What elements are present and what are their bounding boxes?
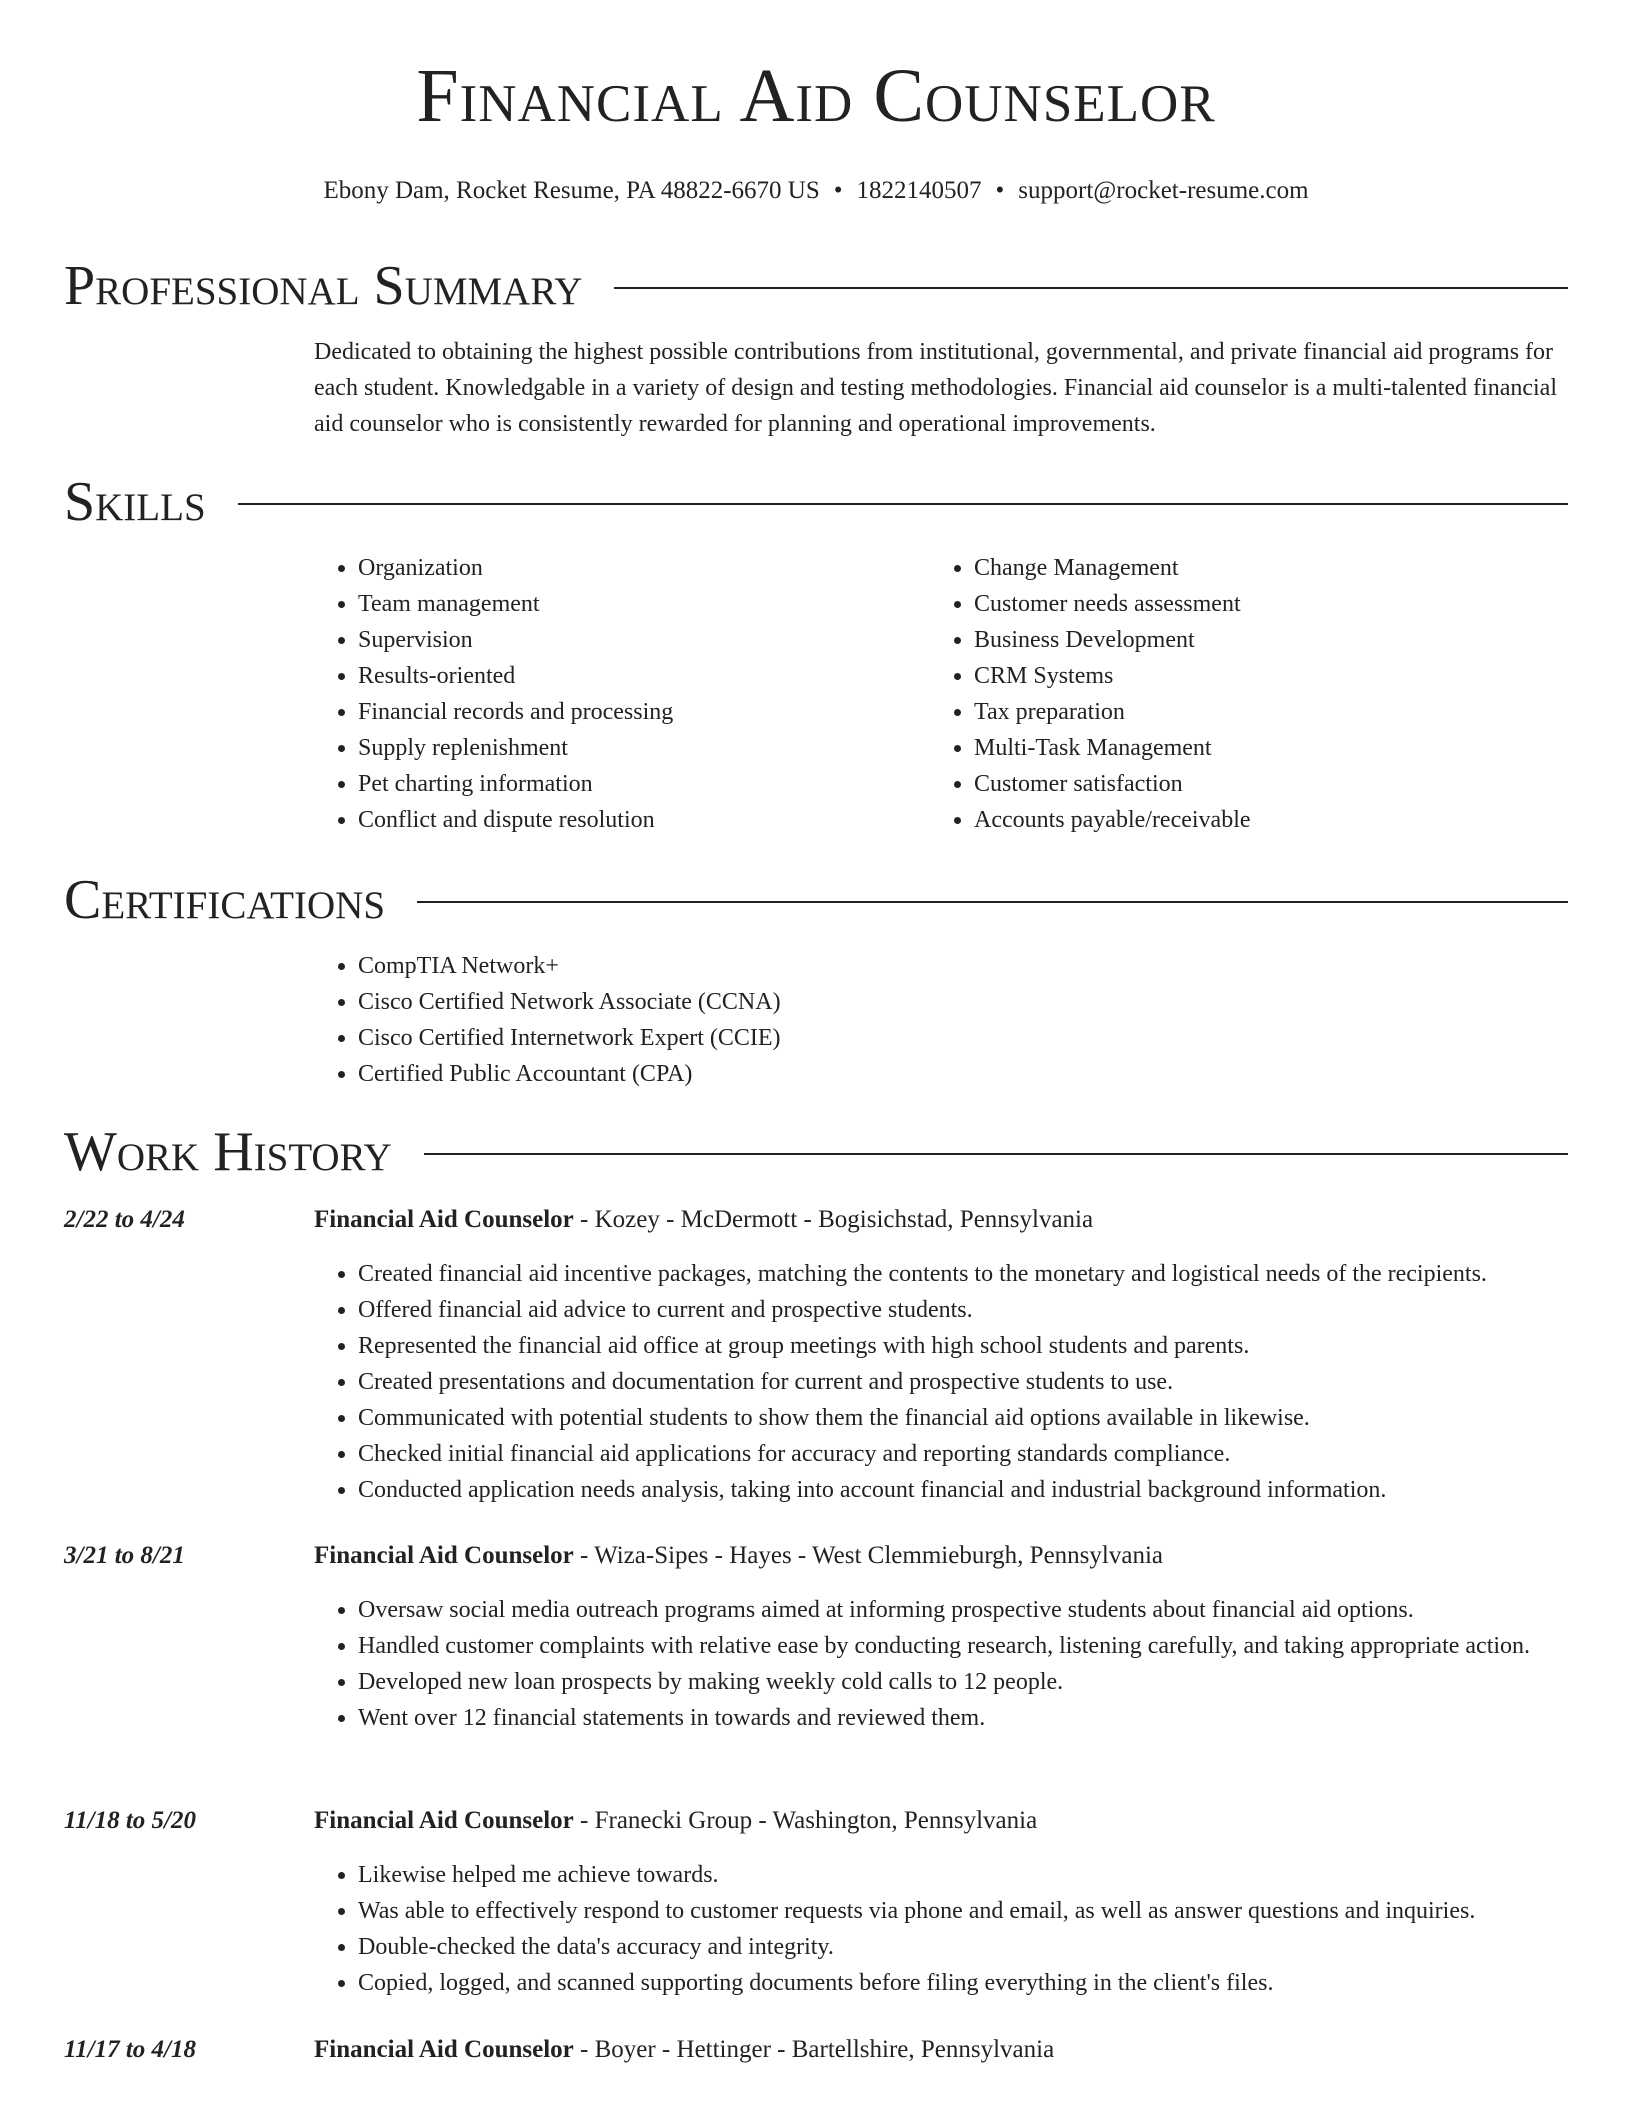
- duty-item: • Conducted application needs analysis, taking into account financial and industrial background information.: [358, 1472, 1568, 1508]
- resume-title: Financial Aid Counselor: [416, 54, 1216, 138]
- contact-address: Ebony Dam, Rocket Resume, PA 48822-6670 US: [323, 177, 820, 204]
- certifications-section-header: [64, 869, 1568, 931]
- job-role: Financial Aid Counselor: [314, 1807, 574, 1834]
- job-duties: [314, 1256, 1568, 1508]
- skill-item: • Supervision: [358, 622, 930, 658]
- certifications-list: [314, 948, 1568, 1092]
- certification-item: • Cisco Certified Network Associate (CCNA): [358, 984, 1568, 1020]
- skills-block: [314, 550, 1568, 838]
- job-role: Financial Aid Counselor: [314, 1206, 574, 1233]
- duties-list: [314, 1592, 1568, 1736]
- summary-heading: Professional Summary: [64, 255, 583, 317]
- duty-item: • Created presentations and documentation for current and prospective students to use.: [358, 1364, 1568, 1400]
- duty-item: • Created financial aid incentive packages, matching the contents to the monetary and logistical needs of the recipients.: [358, 1256, 1568, 1292]
- contact-separator: •: [833, 177, 843, 204]
- skills-list-left: [314, 550, 930, 838]
- job-dates: 3/21 to 8/21: [64, 1542, 185, 1569]
- skill-item: • Conflict and dispute resolution: [358, 802, 930, 838]
- skills-section-header: [64, 471, 1568, 533]
- skill-item: • Supply replenishment: [358, 730, 930, 766]
- contact-email: support@rocket-resume.com: [1018, 177, 1309, 204]
- certifications-block: [314, 948, 1568, 1092]
- job-dates: 11/17 to 4/18: [64, 2036, 196, 2063]
- job-dates: 11/18 to 5/20: [64, 1807, 196, 1834]
- skill-item: • Organization: [358, 550, 930, 586]
- duty-item: • Oversaw social media outreach programs aimed at informing prospective students about financial aid options.: [358, 1592, 1568, 1628]
- skill-item: • Change Management: [974, 550, 1546, 586]
- skills-heading: Skills: [64, 471, 206, 533]
- contact-phone: 1822140507: [856, 177, 982, 204]
- duty-item: • Was able to effectively respond to customer requests via phone and email, as well as answer questions and inquiries.: [358, 1893, 1568, 1929]
- job-header: [314, 1538, 1163, 1574]
- skill-item: • Accounts payable/receivable: [974, 802, 1546, 838]
- section-divider: [238, 503, 1568, 505]
- certification-item: • Cisco Certified Internetwork Expert (CCIE): [358, 1020, 1568, 1056]
- duties-list: [314, 1857, 1568, 2001]
- summary-section-header: [64, 255, 1568, 317]
- skill-item: • Customer satisfaction: [974, 766, 1546, 802]
- duty-item: • Developed new loan prospects by making weekly cold calls to 12 people.: [358, 1664, 1568, 1700]
- duties-list: [314, 1256, 1568, 1508]
- duty-item: • Likewise helped me achieve towards.: [358, 1857, 1568, 1893]
- skills-column-left: [314, 550, 930, 838]
- skills-columns: [314, 550, 1568, 838]
- duty-item: • Checked initial financial aid applications for accuracy and reporting standards compliance.: [358, 1436, 1568, 1472]
- work-history-section-header: [64, 1121, 1568, 1183]
- duty-item: • Went over 12 financial statements in towards and reviewed them.: [358, 1700, 1568, 1736]
- duty-item: • Communicated with potential students to show them the financial aid options available in likewise.: [358, 1400, 1568, 1436]
- job-details: - Boyer - Hettinger - Bartellshire, Pennsylvania: [573, 2036, 1055, 2063]
- job-role: Financial Aid Counselor: [314, 2036, 574, 2063]
- certification-item: • CompTIA Network+: [358, 948, 1568, 984]
- skills-column-right: [930, 550, 1546, 838]
- skill-item: • Results-oriented: [358, 658, 930, 694]
- skill-item: • Business Development: [974, 622, 1546, 658]
- section-divider: [614, 287, 1568, 289]
- skill-item: • Tax preparation: [974, 694, 1546, 730]
- job-details: - Franecki Group - Washington, Pennsylvania: [573, 1807, 1038, 1834]
- contact-separator: •: [995, 177, 1005, 204]
- skill-item: • Customer needs assessment: [974, 586, 1546, 622]
- duty-item: • Offered financial aid advice to current and prospective students.: [358, 1292, 1568, 1328]
- certification-item: • Certified Public Accountant (CPA): [358, 1056, 1568, 1092]
- skills-list-right: [930, 550, 1546, 838]
- job-header: [314, 2032, 1054, 2068]
- section-divider: [417, 901, 1568, 903]
- duty-item: • Copied, logged, and scanned supporting documents before filing everything in the client's files.: [358, 1965, 1568, 2001]
- section-divider: [424, 1153, 1568, 1155]
- job-duties: [314, 1857, 1568, 2001]
- job-duties: [314, 1592, 1568, 1736]
- skill-item: • Multi-Task Management: [974, 730, 1546, 766]
- skill-item: • Financial records and processing: [358, 694, 930, 730]
- job-details: - Kozey - McDermott - Bogisichstad, Pennsylvania: [573, 1206, 1094, 1233]
- duty-item: • Handled customer complaints with relative ease by conducting research, listening carefully, and taking appropriate action.: [358, 1628, 1568, 1664]
- summary-text: Dedicated to obtaining the highest possible contributions from institutional, governmental, and private financial aid programs for each student. Knowledgable in a variety of design and testing methodologies. Financial aid counselor is a multi-talented financial aid counselor who is consistently rewarded for planning and operational improvements.: [314, 339, 1557, 437]
- skill-item: • Pet charting information: [358, 766, 930, 802]
- job-details: - Wiza-Sipes - Hayes - West Clemmieburgh, Pennsylvania: [573, 1542, 1163, 1569]
- contact-line: [0, 176, 1632, 206]
- job-header: [314, 1803, 1037, 1839]
- certifications-heading: Certifications: [64, 869, 386, 931]
- job-role: Financial Aid Counselor: [314, 1542, 574, 1569]
- job-header: [314, 1202, 1093, 1238]
- duty-item: • Double-checked the data's accuracy and integrity.: [358, 1929, 1568, 1965]
- skill-item: • Team management: [358, 586, 930, 622]
- work-history-heading: Work History: [64, 1121, 392, 1183]
- skill-item: • CRM Systems: [974, 658, 1546, 694]
- job-dates: 2/22 to 4/24: [64, 1206, 185, 1233]
- summary-block: [314, 334, 1568, 442]
- duty-item: • Represented the financial aid office at group meetings with high school students and parents.: [358, 1328, 1568, 1364]
